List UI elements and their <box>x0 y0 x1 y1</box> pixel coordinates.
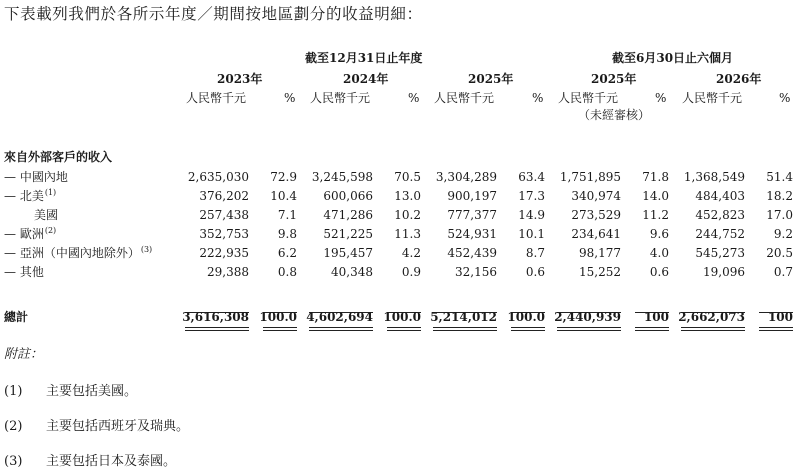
notes-title: 附註： <box>4 347 44 362</box>
table-cell: 14.0 <box>642 189 669 203</box>
rule <box>185 330 249 331</box>
rule <box>263 327 297 328</box>
table-cell: 29,388 <box>207 265 249 279</box>
rule <box>511 327 545 328</box>
row-label-text: 美國 <box>34 208 59 222</box>
rule <box>557 327 621 328</box>
table-cell: 0.9 <box>401 265 421 279</box>
row-label-text: — 北美 <box>4 189 44 203</box>
row-label-text: — 亞洲（中國內地除外） <box>4 246 140 260</box>
year-end-group-header: 截至12月31日止年度 <box>305 51 423 65</box>
table-cell: 7.1 <box>277 208 297 222</box>
table-cell: 17.0 <box>766 208 793 222</box>
footnote-ref: (2) <box>44 226 57 235</box>
table-cell: 4.0 <box>649 246 669 260</box>
row-label <box>4 190 56 202</box>
table-cell: 524,931 <box>447 227 497 241</box>
table-cell: 10.2 <box>394 208 421 222</box>
table-cell: 13.0 <box>394 189 421 203</box>
rule <box>387 327 421 328</box>
total-cell: 3,616,308 <box>182 310 249 324</box>
row-label <box>4 228 56 240</box>
table-cell: 20.5 <box>766 246 793 260</box>
total-cell: 4,602,694 <box>306 310 373 324</box>
row-label-text: — 其他 <box>4 265 44 279</box>
unit-amount: 人民幣千元 <box>558 91 619 105</box>
unit-percent: % <box>655 91 667 105</box>
unaudited-note: （未經審核） <box>578 108 651 122</box>
table-cell: 1,368,549 <box>683 170 745 184</box>
table-cell: 40,348 <box>331 265 373 279</box>
table-cell: 3,245,598 <box>311 170 373 184</box>
table-cell: 3,304,289 <box>435 170 497 184</box>
total-cell: 5,214,012 <box>430 310 497 324</box>
unit-percent: % <box>532 91 544 105</box>
intro-sentence: 下表載列我們於各所示年度／期間按地區劃分的收益明細： <box>4 5 423 23</box>
table-cell: 14.9 <box>518 208 545 222</box>
table-cell: 244,752 <box>695 227 745 241</box>
rule <box>759 330 793 331</box>
unit-amount: 人民幣千元 <box>682 91 743 105</box>
table-cell: 521,225 <box>323 227 373 241</box>
row-label <box>4 171 68 183</box>
table-cell: 195,457 <box>323 246 373 260</box>
total-cell: 2,440,939 <box>554 310 621 324</box>
rule <box>185 327 249 328</box>
rule <box>511 330 545 331</box>
total-cell: 100.0 <box>259 310 297 324</box>
table-cell: 222,935 <box>199 246 249 260</box>
rule <box>635 330 669 331</box>
table-cell: 15,252 <box>579 265 621 279</box>
note-text: 主要包括日本及泰國。 <box>46 454 177 469</box>
note-number: (1) <box>4 384 23 399</box>
table-cell: 32,156 <box>455 265 497 279</box>
table-cell: 51.4 <box>766 170 793 184</box>
period-header-2024: 2024年 <box>343 72 389 86</box>
period-header-2025-h1: 2025年 <box>591 72 637 86</box>
total-cell: 100.0 <box>507 310 545 324</box>
table-cell: 273,529 <box>571 208 621 222</box>
table-cell: 452,823 <box>695 208 745 222</box>
section-title: 來自外部客戶的收入 <box>4 150 113 164</box>
rule <box>681 327 745 328</box>
table-cell: 8.7 <box>525 246 545 260</box>
unit-amount: 人民幣千元 <box>310 91 371 105</box>
period-header-2023: 2023年 <box>217 72 263 86</box>
unit-amount: 人民幣千元 <box>434 91 495 105</box>
note-text: 主要包括美國。 <box>46 384 138 399</box>
note-number: (2) <box>4 419 23 434</box>
row-label-text: — 歐洲 <box>4 227 44 241</box>
period-header-2026-h1: 2026年 <box>716 72 762 86</box>
table-cell: 10.1 <box>518 227 545 241</box>
total-label: 總計 <box>4 310 29 324</box>
row-label <box>34 209 58 221</box>
note-number: (3) <box>4 454 23 469</box>
table-cell: 1,751,895 <box>559 170 621 184</box>
unit-amount: 人民幣千元 <box>186 91 247 105</box>
table-cell: 900,197 <box>447 189 497 203</box>
table-cell: 70.5 <box>394 170 421 184</box>
unit-percent: % <box>779 91 791 105</box>
table-cell: 9.2 <box>773 227 793 241</box>
rule <box>263 330 297 331</box>
table-cell: 71.8 <box>642 170 669 184</box>
table-cell: 234,641 <box>571 227 621 241</box>
table-cell: 600,066 <box>323 189 373 203</box>
table-cell: 18.2 <box>766 189 793 203</box>
six-month-group-header: 截至6月30日止六個月 <box>612 51 734 65</box>
table-cell: 11.3 <box>394 227 421 241</box>
rule <box>433 327 497 328</box>
row-label-text: — 中國內地 <box>4 170 68 184</box>
table-cell: 471,286 <box>323 208 373 222</box>
rule <box>557 330 621 331</box>
table-cell: 0.7 <box>773 265 793 279</box>
table-cell: 257,438 <box>199 208 249 222</box>
table-cell: 72.9 <box>270 170 297 184</box>
rule <box>681 330 745 331</box>
unit-percent: % <box>408 91 420 105</box>
note-text: 主要包括西班牙及瑞典。 <box>46 419 190 434</box>
footnote-ref: (1) <box>44 188 57 197</box>
row-label <box>4 247 152 259</box>
table-cell: 9.8 <box>277 227 297 241</box>
total-cell: 100 <box>767 310 793 324</box>
table-cell: 777,377 <box>447 208 497 222</box>
table-cell: 19,096 <box>703 265 745 279</box>
rule <box>635 327 669 328</box>
table-cell: 376,202 <box>199 189 249 203</box>
table-cell: 11.2 <box>642 208 669 222</box>
table-cell: 484,403 <box>695 189 745 203</box>
table-cell: 10.4 <box>270 189 297 203</box>
rule <box>309 327 373 328</box>
total-cell: 100.0 <box>383 310 421 324</box>
table-cell: 98,177 <box>579 246 621 260</box>
rule <box>387 330 421 331</box>
rule <box>309 330 373 331</box>
table-cell: 0.6 <box>525 265 545 279</box>
table-cell: 352,753 <box>199 227 249 241</box>
table-cell: 63.4 <box>518 170 545 184</box>
table-cell: 6.2 <box>277 246 297 260</box>
table-cell: 0.8 <box>277 265 297 279</box>
footnote-ref: (3) <box>140 245 153 254</box>
table-cell: 340,974 <box>571 189 621 203</box>
unit-percent: % <box>284 91 296 105</box>
table-cell: 452,439 <box>447 246 497 260</box>
table-cell: 0.6 <box>649 265 669 279</box>
total-cell: 2,662,073 <box>678 310 745 324</box>
table-cell: 9.6 <box>649 227 669 241</box>
rule <box>433 330 497 331</box>
row-label <box>4 266 44 278</box>
table-cell: 4.2 <box>401 246 421 260</box>
table-cell: 545,273 <box>695 246 745 260</box>
table-cell: 17.3 <box>518 189 545 203</box>
period-header-2025: 2025年 <box>468 72 514 86</box>
rule <box>759 327 793 328</box>
table-cell: 2,635,030 <box>187 170 249 184</box>
total-cell: 100 <box>643 310 669 324</box>
